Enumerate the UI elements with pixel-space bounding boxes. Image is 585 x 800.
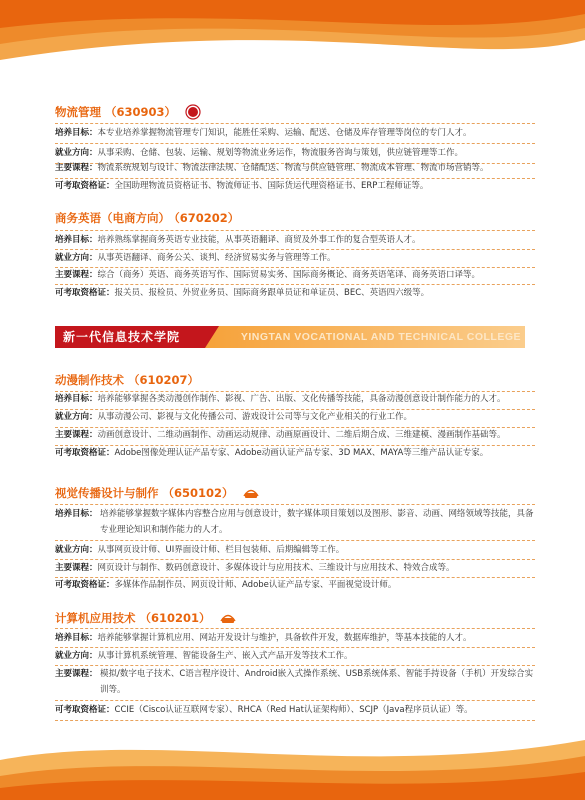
- row-courses: [55, 666, 535, 698]
- row-label: 主要课程：: [55, 563, 98, 573]
- row-value: 报关员、报检员、外贸业务员、国际商务跟单员证和单证员、BEC、英语四六级等。: [114, 288, 430, 298]
- row-label: 可考取资格证：: [55, 705, 115, 715]
- row-certificates: [55, 702, 535, 718]
- divider: [55, 230, 535, 231]
- section-title: 新一代信息技术学院: [63, 330, 181, 344]
- row-value: CCIE（Cisco认证互联网专家）、RHCA（Red Hat认证架构师）、SCJP（Java程序员认证）等。: [114, 705, 473, 715]
- row-career: [55, 648, 535, 664]
- row-value: 综合（商务）英语、商务英语写作、国际贸易实务、国际商务概论、商务英语笔译、商务英语口译等。: [97, 270, 481, 280]
- section-subtitle: YINGTAN VOCATIONAL AND TECHNICAL COLLEGE: [240, 331, 521, 343]
- program-code: （610201）: [139, 611, 211, 625]
- row-certificates: [55, 178, 535, 194]
- row-label: 可考取资格证：: [55, 448, 115, 458]
- row-career: [55, 145, 535, 161]
- program-name: 计算机应用技术: [55, 611, 136, 625]
- row-label: 可考取资格证：: [55, 181, 115, 191]
- program-title: [55, 210, 535, 226]
- row-label: 主要课程：: [55, 270, 98, 280]
- row-value: 动画创意设计、二维动画制作、动画运动规律、动画原画设计、二维后期合成、三维建模、漫画制作基础等。: [97, 430, 506, 440]
- program-animation: [55, 372, 535, 388]
- row-value: Adobe图像处理认证产品专家、Adobe动画认证产品专家、3D MAX、MAYA等三维产品认证专家。: [114, 448, 489, 458]
- program-code: （650102）: [162, 486, 234, 500]
- row-value: 从事英语翻译、商务公关、谈判、经济贸易实务与管理等工作。: [97, 253, 336, 263]
- divider: [55, 123, 535, 124]
- key-program-badge-icon: [184, 104, 202, 120]
- row-label: 培养目标：: [55, 509, 98, 519]
- divider: [55, 504, 535, 505]
- row-goal: [55, 630, 535, 646]
- row-career: [55, 250, 535, 266]
- divider: [55, 700, 535, 701]
- top-decoration: [0, 0, 585, 70]
- row-value: 培养能够掌握数字媒体内容整合应用与创意设计，数字媒体项目策划以及图形、影音、动画、网络领域等技能，具备专业理论知识和制作能力的人才。: [100, 509, 534, 535]
- row-value: 从事采购、仓储、包装、运输、规划等物流业务运作，物流服务咨询与策划，供应链管理等工作。: [97, 148, 464, 158]
- program-name: 动漫制作技术: [55, 373, 124, 387]
- divider: [55, 720, 535, 721]
- row-goal: [55, 232, 535, 248]
- bottom-decoration: [0, 730, 585, 800]
- row-courses: [55, 427, 535, 443]
- program-name: 商务英语（电商方向）: [55, 211, 170, 225]
- row-label: 就业方向：: [55, 253, 98, 263]
- row-label: 主要课程：: [55, 669, 98, 679]
- program-title: [55, 610, 535, 626]
- section-header: [55, 326, 525, 348]
- program-title: [55, 104, 535, 120]
- row-value: 培养能够掌握各类动漫创作制作、影视、广告、出版、文化传播等技能，具备动漫创意设计制作能力的人才。: [97, 394, 506, 404]
- row-label: 主要课程：: [55, 163, 98, 173]
- row-label: 就业方向：: [55, 412, 98, 422]
- program-name: 视觉传播设计与制作: [55, 486, 159, 500]
- program-code: （610207）: [128, 373, 200, 387]
- row-label: 就业方向：: [55, 651, 98, 661]
- program-logistics: [55, 104, 535, 120]
- program-name: 物流管理: [55, 105, 101, 119]
- row-goal: [55, 125, 535, 141]
- recommended-badge-icon: [219, 610, 237, 626]
- row-courses: [55, 267, 535, 283]
- row-label: 培养目标：: [55, 235, 98, 245]
- row-value: 培养熟练掌握商务英语专业技能，从事英语翻译、商贸及外事工作的复合型英语人才。: [97, 235, 421, 245]
- row-label: 培养目标：: [55, 633, 98, 643]
- recommended-badge-icon: [242, 485, 260, 501]
- section-header-tab-edge: [205, 326, 219, 348]
- row-label: 就业方向：: [55, 545, 98, 555]
- row-certificates: [55, 577, 535, 593]
- row-goal: [55, 391, 535, 407]
- program-code: （630903）: [105, 105, 177, 119]
- row-value: 模拟/数字电子技术、C语言程序设计、Android嵌入式操作系统、USB系统体系、智能手持设备（手机）开发综合实训等。: [100, 669, 534, 695]
- divider: [55, 628, 535, 629]
- row-value: 从事计算机系统管理、智能设备生产、嵌入式产品开发等技术工作。: [97, 651, 353, 661]
- program-title: [55, 485, 535, 501]
- program-visual-communication: [55, 485, 535, 501]
- row-value: 从事网页设计师、UI界面设计师、栏目包装师、后期编辑等工作。: [97, 545, 345, 555]
- program-computer-application: [55, 610, 535, 626]
- row-label: 培养目标：: [55, 394, 98, 404]
- row-courses: [55, 560, 535, 576]
- row-value: 物流系统规划与设计、物流法律法规、仓储配送、物流与供应链管理、物流成本管理、物流市场营销等。: [97, 163, 489, 173]
- row-value: 多媒体作品制作员、网页设计师、Adobe认证产品专家、平面视觉设计师。: [114, 580, 397, 590]
- row-career: [55, 542, 535, 558]
- row-label: 可考取资格证：: [55, 580, 115, 590]
- row-goal: [55, 506, 535, 538]
- row-label: 就业方向：: [55, 148, 98, 158]
- row-value: 网页设计与制作、数码创意设计、多媒体设计与应用技术、三维设计与应用技术、特效合成等。: [97, 563, 455, 573]
- row-value: 从事动漫公司、影视与文化传播公司、游戏设计公司等与文化产业相关的行业工作。: [97, 412, 413, 422]
- row-label: 培养目标：: [55, 128, 98, 138]
- row-career: [55, 409, 535, 425]
- program-code: （670202）: [174, 211, 240, 225]
- row-value: 培养能够掌握计算机应用、网站开发设计与维护，具备软件开发，数据库维护，等基本技能的人才。: [97, 633, 472, 643]
- row-label: 主要课程：: [55, 430, 98, 440]
- program-title: [55, 372, 535, 388]
- row-courses: [55, 160, 535, 176]
- divider: [55, 143, 535, 144]
- program-business-english: [55, 210, 535, 226]
- row-label: 可考取资格证：: [55, 288, 115, 298]
- row-certificates: [55, 445, 535, 461]
- row-certificates: [55, 285, 535, 301]
- divider: [55, 540, 535, 541]
- row-value: 全国助理物流员资格证书、物流师证书、国际货运代理资格证书、ERP工程师证等。: [114, 181, 429, 191]
- row-value: 本专业培养掌握物流管理专门知识，能胜任采购、运输、配送、仓储及库存管理等岗位的专门人才。: [97, 128, 472, 138]
